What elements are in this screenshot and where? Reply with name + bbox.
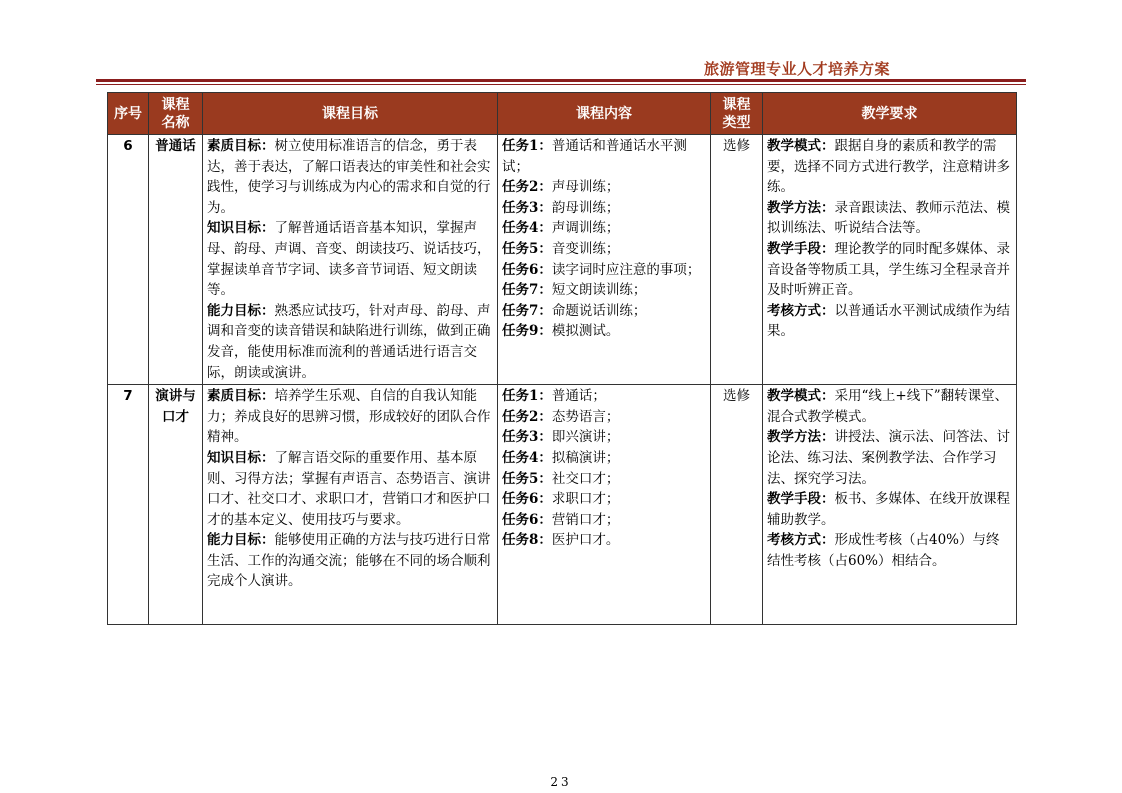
course-content <box>498 385 711 625</box>
course-type: 选修 <box>711 385 763 625</box>
header-type: 课程类型 <box>711 93 763 135</box>
table-header-row <box>108 93 1017 135</box>
teaching-item: 考核方式：形成性考核（占40%）与终结性考核（占60%）相结合。 <box>767 532 1000 569</box>
task-item: 任务3：即兴演讲； <box>502 429 620 446</box>
page-number: 23 <box>550 775 572 789</box>
row-number: 7 <box>108 385 149 625</box>
header-teaching: 教学要求 <box>763 93 1017 135</box>
task-item: 任务9：模拟测试。 <box>502 323 620 340</box>
goal-item: 能力目标：能够使用正确的方法与技巧进行日常生活、工作的沟通交流；能够在不同的场合顺利完成个人演讲。 <box>207 532 491 590</box>
header-content: 课程内容 <box>498 93 711 135</box>
table-row <box>108 135 1017 385</box>
task-item: 任务4：声调训练； <box>502 220 620 237</box>
header-num: 序号 <box>108 93 149 135</box>
task-item: 任务1：普通话和普通话水平测试； <box>502 138 687 175</box>
task-item: 任务2：声母训练； <box>502 179 620 196</box>
task-item: 任务6：求职口才； <box>502 491 620 508</box>
task-item: 任务6：营销口才； <box>502 511 620 528</box>
goal-item: 素质目标：树立使用标准语言的信念，勇于表达，善于表达，了解口语表达的审美性和社会实践性，使学习与训练成为内心的需求和自觉的行为。 <box>207 138 491 216</box>
task-item: 任务1：普通话； <box>502 388 606 405</box>
teaching-item: 教学模式：跟据自身的素质和教学的需要，选择不同方式进行教学，注意精讲多练。 <box>767 138 1010 196</box>
goal-item: 知识目标：了解普通话语音基本知识，掌握声母、韵母、声调、音变、朗读技巧、说话技巧，掌握读单音节字词、读多音节词语、短文朗读等。 <box>207 220 491 299</box>
goal-item: 知识目标：了解言语交际的重要作用、基本原则、习得方法；掌握有声语言、态势语言、演讲口才、社交口才、求职口才，营销口才和医护口才的基本定义、使用技巧与要求。 <box>207 449 491 528</box>
teaching-item: 教学方法：讲授法、演示法、问答法、讨论法、练习法、案例教学法、合作学习法、探究学习法。 <box>767 429 1010 487</box>
course-type: 选修 <box>711 135 763 385</box>
task-item: 任务6：读字词时应注意的事项； <box>502 261 701 278</box>
task-item: 任务7：短文朗读训练； <box>502 282 647 299</box>
goal-item: 素质目标：培养学生乐观、自信的自我认知能力；养成良好的思辨习惯，形成较好的团队合作精神。 <box>207 388 491 446</box>
teaching-item: 教学手段：理论教学的同时配多媒体、录音设备等物质工具，学生练习全程录音并及时听辨正音。 <box>767 240 1010 299</box>
course-name: 普通话 <box>149 135 203 385</box>
course-goals <box>203 385 498 625</box>
teaching-item: 考核方式：以普通话水平测试成绩作为结果。 <box>767 302 1010 340</box>
course-content <box>498 135 711 385</box>
header-name: 课程名称 <box>149 93 203 135</box>
teaching-item: 教学模式：采用“线上+线下”翻转课堂、混合式教学模式。 <box>767 388 1009 425</box>
course-goals <box>203 135 498 385</box>
task-item: 任务5：音变训练； <box>502 240 620 257</box>
header-rule-thick <box>96 79 1026 82</box>
teaching-requirements <box>763 135 1017 385</box>
task-item: 任务4：拟稿演讲； <box>502 449 620 466</box>
task-item: 任务7：命题说话训练； <box>502 302 647 319</box>
task-item: 任务3：韵母训练； <box>502 199 620 216</box>
table-row <box>108 385 1017 625</box>
teaching-requirements <box>763 385 1017 625</box>
task-item: 任务5：社交口才； <box>502 470 620 487</box>
header-goals: 课程目标 <box>203 93 498 135</box>
document-title: 旅游管理专业人才培养方案 <box>703 60 890 78</box>
goal-item: 能力目标：熟悉应试技巧，针对声母、韵母、声调和音变的读音错误和缺陷进行训练，做到正确发音，能使用标准而流利的普通话进行语言交际，朗读或演讲。 <box>207 302 491 381</box>
teaching-item: 教学方法：录音跟读法、教师示范法、模拟训练法、听说结合法等。 <box>767 199 1010 237</box>
course-name: 演讲与口才 <box>149 385 203 625</box>
task-item: 任务8：医护口才。 <box>502 532 620 549</box>
header-rule-thin <box>96 84 1026 85</box>
curriculum-table <box>107 92 1017 625</box>
teaching-item: 教学手段：板书、多媒体、在线开放课程辅助教学。 <box>767 491 1010 528</box>
task-item: 任务2：态势语言； <box>502 408 620 425</box>
row-number: 6 <box>108 135 149 385</box>
